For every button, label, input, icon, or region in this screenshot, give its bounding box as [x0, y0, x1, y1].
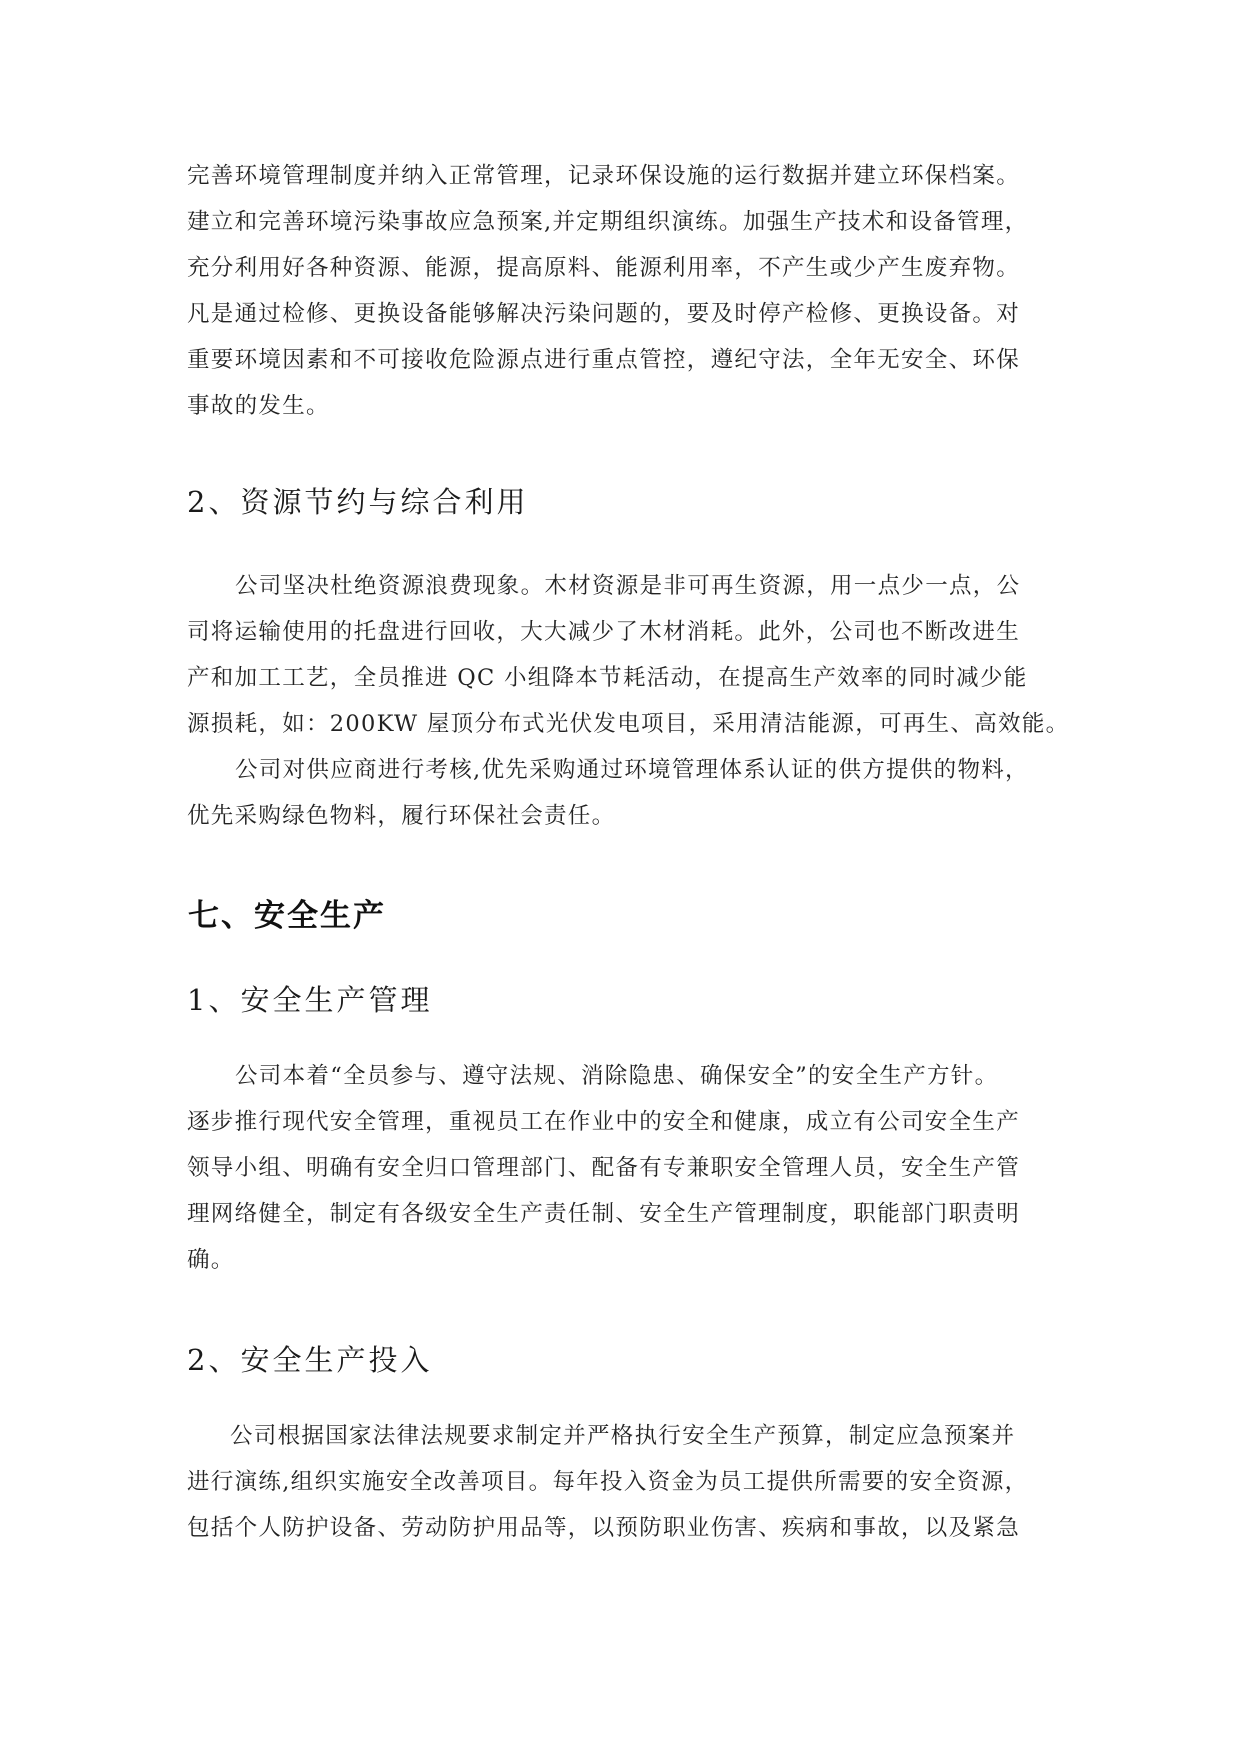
section-heading-safety-management: 1、安全生产管理	[187, 983, 433, 1017]
paragraph-line: 公司根据国家法律法规要求制定并严格执行安全生产预算，制定应急预案并	[230, 1423, 1016, 1449]
paragraph-line: 重要环境因素和不可接收危险源点进行重点管控，遵纪守法，全年无安全、环保	[187, 347, 1021, 373]
paragraph-line: 公司对供应商进行考核,优先采购通过环境管理体系认证的供方提供的物料，	[235, 757, 1029, 783]
paragraph-line: 凡是通过检修、更换设备能够解决污染问题的，要及时停产检修、更换设备。对	[187, 301, 1021, 327]
paragraph-line: 完善环境管理制度并纳入正常管理，记录环保设施的运行数据并建立环保档案。	[187, 163, 1021, 189]
paragraph-line: 确。	[187, 1247, 235, 1273]
paragraph-line: 理网络健全，制定有各级安全生产责任制、安全生产管理制度，职能部门职责明	[187, 1201, 1021, 1227]
section-heading-resource-conservation: 2、资源节约与综合利用	[187, 485, 529, 519]
paragraph-line: 司将运输使用的托盘进行回收，大大减少了木材消耗。此外，公司也不断改进生	[187, 619, 1021, 645]
paragraph-line: 公司坚决杜绝资源浪费现象。木材资源是非可再生资源，用一点少一点，公	[235, 573, 1021, 599]
chapter-heading-safety-production: 七、安全生产	[188, 898, 386, 934]
section-heading-safety-investment: 2、安全生产投入	[187, 1343, 433, 1377]
paragraph-line: 源损耗，如：200KW 屋顶分布式光伏发电项目，采用清洁能源，可再生、高效能。	[187, 711, 1070, 737]
paragraph-line: 公司本着“全员参与、遵守法规、消除隐患、确保安全”的安全生产方针。	[235, 1063, 999, 1089]
paragraph-line: 产和加工工艺，全员推进 QC 小组降本节耗活动，在提高生产效率的同时减少能	[187, 665, 1028, 691]
paragraph-line: 充分利用好各种资源、能源，提高原料、能源利用率，不产生或少产生废弃物。	[187, 255, 1021, 281]
paragraph-line: 进行演练,组织实施安全改善项目。每年投入资金为员工提供所需要的安全资源，	[187, 1469, 1029, 1495]
paragraph-line: 包括个人防护设备、劳动防护用品等，以预防职业伤害、疾病和事故，以及紧急	[187, 1515, 1021, 1541]
paragraph-line: 逐步推行现代安全管理，重视员工在作业中的安全和健康，成立有公司安全生产	[187, 1109, 1021, 1135]
paragraph-line: 建立和完善环境污染事故应急预案,并定期组织演练。加强生产技术和设备管理，	[187, 209, 1029, 235]
paragraph-line: 领导小组、明确有安全归口管理部门、配备有专兼职安全管理人员，安全生产管	[187, 1155, 1021, 1181]
paragraph-line: 事故的发生。	[187, 393, 330, 419]
paragraph-line: 优先采购绿色物料，履行环保社会责任。	[187, 803, 616, 829]
